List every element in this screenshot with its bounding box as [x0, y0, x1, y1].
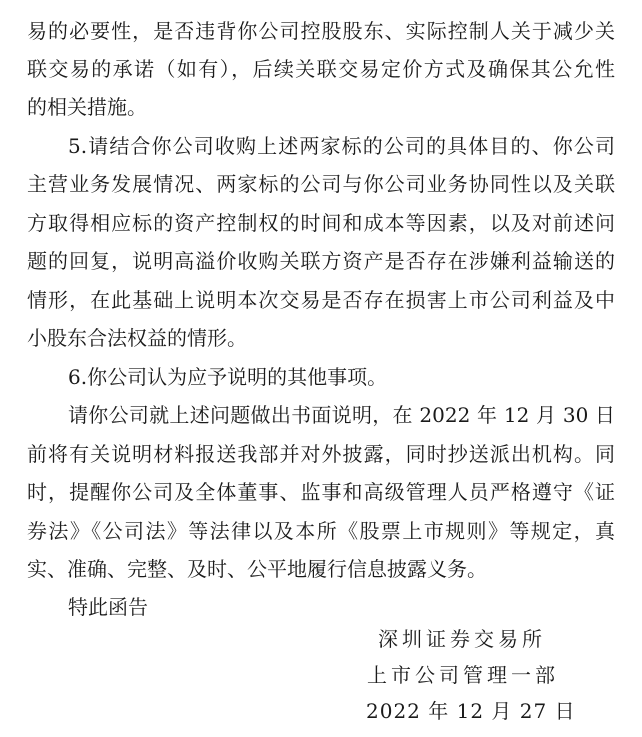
signature-date: 2022 年 12 月 27 日	[366, 699, 576, 723]
closing-line: 特此函告	[68, 595, 148, 619]
paragraph-line: 联交易的承诺（如有），后续关联交易定价方式及确保其公允性	[27, 57, 615, 81]
paragraph-line: 易的必要性，是否违背你公司控股股东、实际控制人关于减少关	[27, 19, 615, 43]
paragraph-line: 的相关措施。	[27, 95, 147, 119]
item-5-line: 题的回复，说明高溢价收购关联方资产是否存在涉嫌利益输送的	[27, 249, 615, 273]
item-6-line: 6.你公司认为应予说明的其他事项。	[68, 365, 388, 389]
signature-department: 上市公司管理一部	[367, 663, 559, 687]
request-line: 前将有关说明材料报送我部并对外披露，同时抄送派出机构。同	[27, 442, 615, 466]
item-5-line: 小股东合法权益的情形。	[27, 326, 247, 350]
request-line: 请你公司就上述问题做出书面说明，在 2022 年 12 月 30 日	[68, 403, 615, 427]
item-5-line: 5.请结合你公司收购上述两家标的公司的具体目的、你公司	[68, 134, 615, 158]
item-5-line: 情形，在此基础上说明本次交易是否存在损害上市公司利益及中	[27, 288, 615, 312]
item-5-line: 方取得相应标的资产控制权的时间和成本等因素，以及对前述问	[27, 211, 615, 235]
request-line: 券法》《公司法》等法律以及本所《股票上市规则》等规定，真	[27, 519, 615, 543]
request-line: 实、准确、完整、及时、公平地履行信息披露义务。	[27, 557, 487, 581]
request-line: 时，提醒你公司及全体董事、监事和高级管理人员严格遵守《证	[27, 480, 615, 504]
signature-issuer: 深圳证券交易所	[378, 627, 546, 651]
item-5-line: 主营业务发展情况、两家标的公司与你公司业务协同性以及关联	[27, 172, 615, 196]
